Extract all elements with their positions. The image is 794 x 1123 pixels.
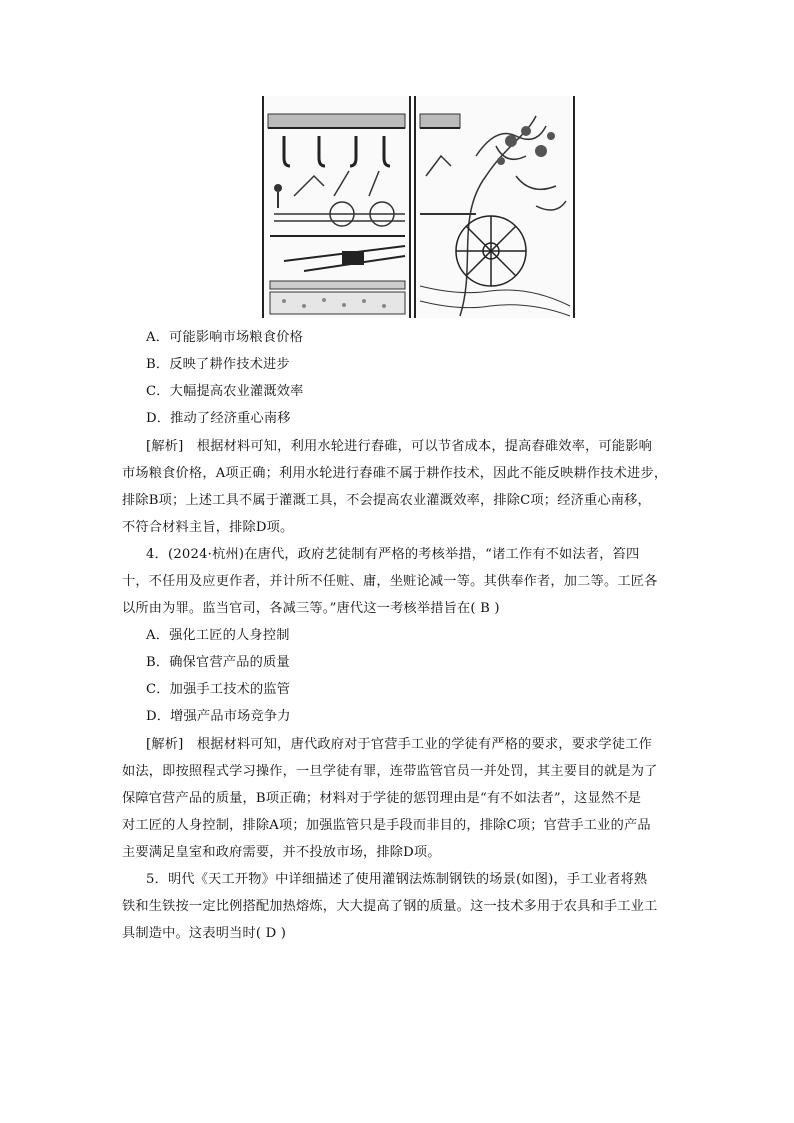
q3-analysis-line-4: 不符合材料主旨，排除D项。 <box>122 520 294 535</box>
q4-option-b: B．确保官营产品的质量 <box>146 655 290 670</box>
q4-analysis-line-4: 对工匠的人身控制，排除A项；加强监管只是手段而非目的，排除C项；官营手工业的产品 <box>122 818 651 833</box>
q4-option-d: D．增强产品市场竞争力 <box>146 709 291 724</box>
q3-option-d: D．推动了经济重心南移 <box>146 411 291 426</box>
q4-stem-line-1: 4．(2024·杭州)在唐代，政府艺徒制有严格的考核举措，“诸工作有不如法者，笞四 <box>146 547 640 562</box>
q3-option-a: A．可能影响市场粮食价格 <box>146 330 303 345</box>
q4-stem-line-2: 十，不任用及应更作者，并计所不任赃、庸，坐赃论减一等。其供奉作者，加二等。工匠各 <box>122 574 658 589</box>
q3-option-c: C．大幅提高农业灌溉效率 <box>146 384 304 399</box>
q3-analysis-line-1: [解析] 根据材料可知，利用水轮进行舂碓，可以节省成本，提高舂碓效率，可能影响 <box>146 439 653 454</box>
waterwheel-drawing <box>416 96 573 318</box>
q3-option-b: B．反映了耕作技术进步 <box>146 357 290 372</box>
q4-option-a: A．强化工匠的人身控制 <box>146 628 290 643</box>
water-mill-illustration <box>262 96 575 318</box>
q4-analysis-line-3: 保障官营产品的质量，B项正确；材料对于学徒的惩罚理由是“有不如法者”，这显然不是 <box>122 791 642 806</box>
q4-option-c: C．加强手工技术的监管 <box>146 682 291 697</box>
illustration-right-panel <box>414 96 575 318</box>
q3-analysis-line-3: 排除B项；上述工具不属于灌溉工具，不会提高农业灌溉效率，排除C项；经济重心南移， <box>122 493 651 508</box>
q4-stem-line-3: 以所由为罪。监当官司，各减三等。”唐代这一考核举措旨在( B ) <box>122 601 500 616</box>
pestle-workshop-drawing <box>264 96 409 318</box>
illustration-left-panel <box>262 96 411 318</box>
q5-stem-line-2: 铁和生铁按一定比例搭配加热熔炼，大大提高了钢的质量。这一技术多用于农具和手工业工 <box>122 899 658 914</box>
q4-analysis-line-5: 主要满足皇室和政府需要，并不投放市场，排除D项。 <box>122 845 441 860</box>
q3-analysis-line-2: 市场粮食价格，A项正确；利用水轮进行舂碓不属于耕作技术，因此不能反映耕作技术进步， <box>122 466 668 481</box>
q4-analysis-line-2: 如法，即按照程式学习操作，一旦学徒有罪，连带监管官员一并处罚，其主要目的就是为了 <box>122 764 658 779</box>
q5-stem-line-1: 5．明代《天工开物》中详细描述了使用灌钢法炼制钢铁的场景(如图)，手工业者将熟 <box>146 872 648 887</box>
q5-stem-line-3: 具制造中。这表明当时( D ) <box>122 926 287 941</box>
q4-analysis-line-1: [解析] 根据材料可知，唐代政府对于官营手工业的学徒有严格的要求，要求学徒工作 <box>146 737 653 752</box>
